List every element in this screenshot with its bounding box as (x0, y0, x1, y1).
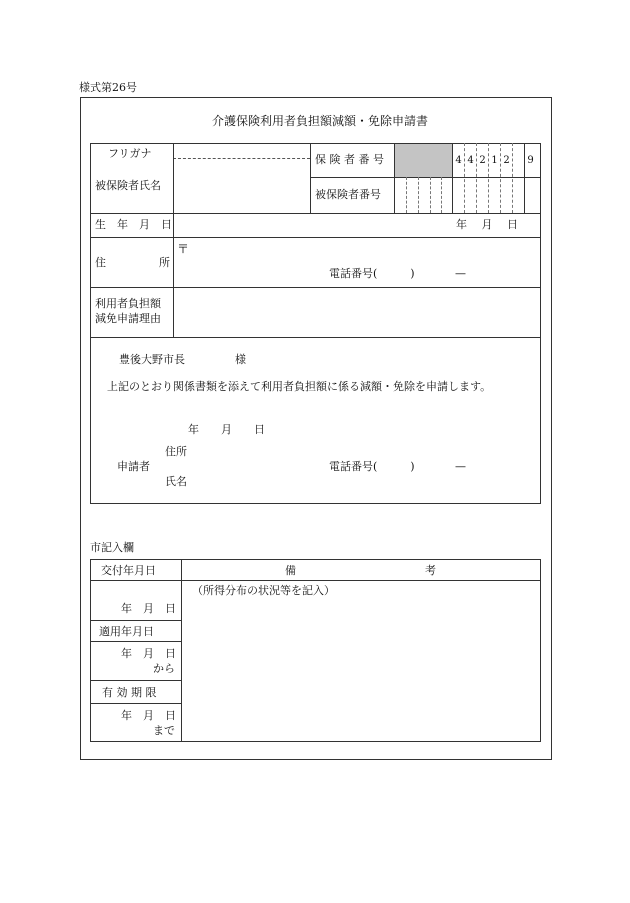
applicant-phone-dash: — (455, 460, 466, 473)
remarks-label: 備 (285, 564, 296, 577)
remarks-label: 考 (425, 564, 436, 577)
remarks-note: （所得分布の状況等を記入） (192, 584, 335, 597)
rule-city-row (90, 680, 181, 681)
apply-from: から (153, 662, 175, 675)
rule-city-row (90, 703, 181, 704)
page-title: 介護保険利用者負担額減額・免除申請書 (212, 114, 429, 128)
digit-divider (418, 177, 419, 213)
applicant-phone-label: 電話番号( ) (329, 460, 415, 473)
rule-insurer-bottom (310, 177, 541, 178)
furigana-label: フリガナ (108, 147, 152, 160)
rule-declaration-top (90, 337, 541, 338)
valid-period-label: 有 効 期 限 (102, 686, 157, 699)
insurer-digit: 4 (467, 155, 474, 166)
address-label: 住 (95, 256, 106, 269)
declaration-statement: 上記のとおり関係書類を添えて利用者負担額に係る減額・免除を申請します。 (107, 380, 492, 393)
city-section-heading: 市記入欄 (90, 541, 134, 554)
reason-label: 利用者負担額 (95, 297, 161, 310)
digit-divider (476, 143, 477, 213)
digit-divider (441, 177, 442, 213)
rule-city-row (90, 641, 181, 642)
insurer-number-shaded-cells (395, 144, 452, 177)
applicant-name-label: 氏名 (165, 475, 187, 488)
digit-divider-solid (524, 143, 525, 213)
insurer-digit: 9 (527, 155, 534, 166)
digit-divider (512, 143, 513, 213)
rule-address-top (90, 237, 541, 238)
reason-label: 減免申請理由 (95, 312, 161, 325)
postal-mark: 〒 (177, 242, 190, 256)
rule-city-row (90, 620, 181, 621)
apply-date-value: 年 月 日 (121, 647, 176, 660)
birthdate-label: 生 年 月 日 (95, 218, 172, 231)
valid-until: まで (153, 724, 175, 737)
valid-date-value: 年 月 日 (121, 709, 176, 722)
phone-dash: — (455, 267, 466, 280)
rule-city-label-col (181, 559, 182, 742)
applicant-address-label: 住所 (165, 445, 187, 458)
rule-birthdate-top (90, 213, 541, 214)
digit-divider (488, 143, 489, 213)
issue-date-value: 年 月 日 (121, 602, 176, 615)
honorific: 様 (235, 353, 246, 366)
declaration-date: 年 月 日 (188, 423, 265, 436)
phone-label: 電話番号( ) (329, 267, 415, 280)
rule-label-col (173, 143, 174, 213)
furigana-dashed-line (173, 158, 310, 159)
digit-divider (430, 177, 431, 213)
birthdate-value: 年 月 日 (456, 218, 518, 231)
rule-number-col (310, 143, 311, 213)
rule-label-col-2 (173, 213, 174, 337)
digit-divider (406, 177, 407, 213)
issue-date-label: 交付年月日 (101, 564, 156, 577)
digit-divider (500, 143, 501, 213)
rule-digits-mid (452, 143, 453, 213)
insurer-digit: 1 (491, 155, 498, 166)
insurer-digit: 4 (455, 155, 462, 166)
form-number: 様式第26号 (79, 81, 137, 94)
insured-name-label: 被保険者氏名 (95, 179, 161, 192)
addressee: 豊後大野市長 (119, 353, 185, 366)
apply-date-label: 適用年月日 (99, 625, 154, 638)
rule-reason-top (90, 287, 541, 288)
insurer-number-label: 保 険 者 番 号 (315, 153, 384, 166)
rule-city-header (90, 580, 541, 581)
address-label: 所 (159, 256, 170, 269)
insured-number-label: 被保険者番号 (315, 188, 381, 201)
applicant-label: 申請者 (117, 460, 150, 473)
insurer-digit: 2 (503, 155, 510, 166)
insurer-digit: 2 (479, 155, 486, 166)
digit-divider (464, 143, 465, 213)
